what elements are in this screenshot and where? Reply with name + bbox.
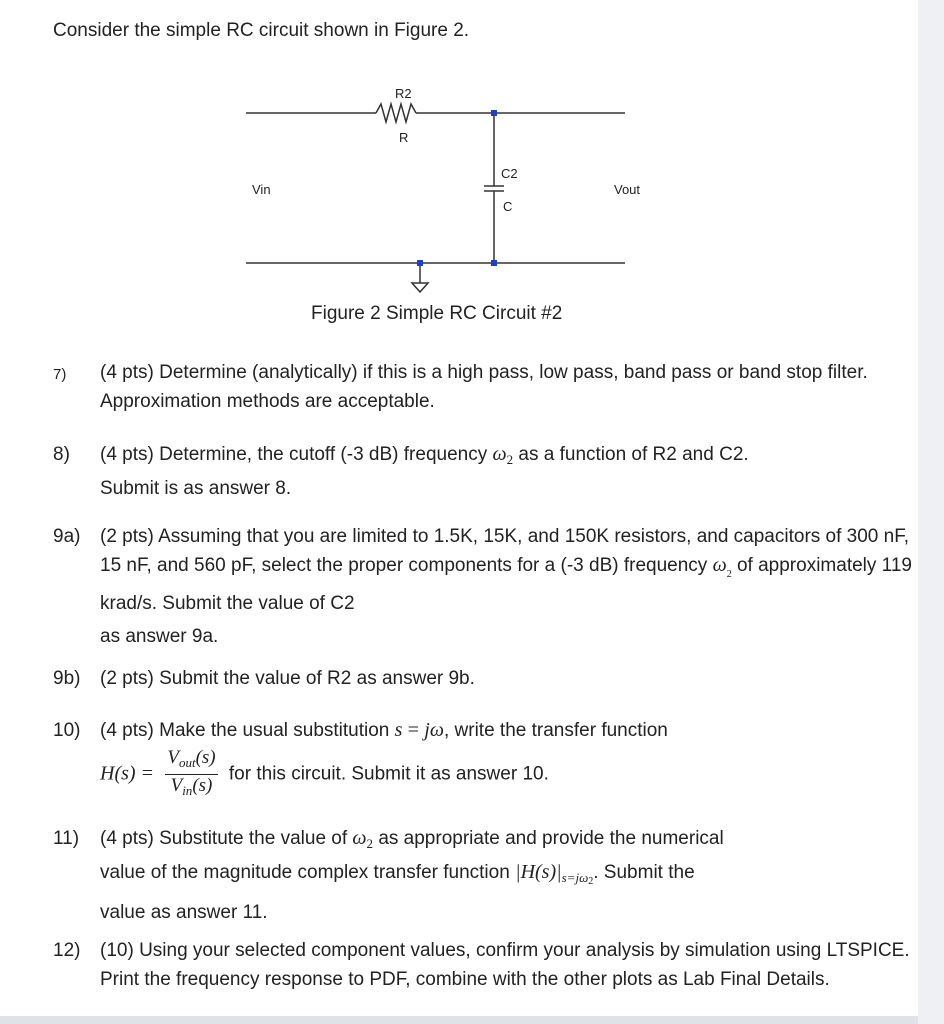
question-number: 9b) <box>53 668 81 689</box>
node-ground <box>417 260 423 266</box>
intro-text: Consider the simple RC circuit shown in Figure 2. <box>53 20 470 41</box>
transfer-function-fraction: $\frac{V_{out}(s)}{V_{in}(s)}$ <box>167 747 216 798</box>
substitution-rhs: jω <box>424 719 444 741</box>
node-bottom <box>491 260 497 266</box>
question-text-tail: for this circuit. Submit it as answer 10. <box>228 763 549 785</box>
question-number: 10) <box>53 720 81 741</box>
window-bottom-edge <box>0 1016 918 1024</box>
substitution-lhs: s <box>394 719 403 741</box>
question-text: (10) Using your selected component values, confirm your analysis by simulation using LTSPICE. Print the frequency response to PDF, combine with the other plots as Lab Final Details. <box>100 940 910 990</box>
question-text: (2 pts) Submit the value of R2 as answer 9b. <box>100 668 475 689</box>
node-top <box>491 110 497 116</box>
resistor-r2 <box>376 104 416 122</box>
omega-symbol: $\omega_2$ <box>492 443 514 467</box>
resistor-name: R2 <box>395 86 412 101</box>
question-number: 7) <box>53 366 67 383</box>
question-11: 11) (4 pts) Substitute the value of $\omega_2$ as appropriate and provide the numerical value of the magnitude complex transfer function $|H(s)|_{s=j\omega 2}$. Submit the value as answer 11. <box>53 824 913 927</box>
transfer-function-lhs: H(s) = <box>100 762 155 785</box>
omega-symbol: $\omega_2$ <box>712 554 732 580</box>
question-text-last: as answer 9a. <box>100 626 219 647</box>
rc-circuit-schematic <box>0 0 944 300</box>
question-text-line2: Submit is as answer 8. <box>100 478 292 499</box>
magnitude-expression: $|H(s)|_{s=j\omega 2}$ <box>515 861 594 887</box>
question-text: (2 pts) Assuming that you are limited to 1.5K, 15K, and 150K resistors, and capacitors of 300 nF, 15 nF, and 560 pF, select the proper components for a (-3 dB) frequency <box>100 526 909 576</box>
question-9b <box>53 664 913 693</box>
question-8: 8) (4 pts) Determine, the cutoff (-3 dB) frequency $\omega_2$ as a function of R2 and C2. Submit is as answer 8. <box>53 440 913 503</box>
question-text: (4 pts) Determine (analytically) if this is a high pass, low pass, band pass or band stop filter. Approximation methods are acceptable. <box>100 362 868 412</box>
question-text-last: value as answer 11. <box>100 902 268 923</box>
question-10: 10) (4 pts) Make the usual substitution s = jω, write the transfer function H(s) = $\frac{V_{out}(s)}{V_{in}(s)}$ for this circuit. Submit it as answer 10. <box>53 716 913 802</box>
question-number: 11) <box>53 828 80 849</box>
question-9a: 9a) (2 pts) Assuming that you are limited to 1.5K, 15K, and 150K resistors, and capacitors of 300 nF, 15 nF, and 560 pF, select the proper components for a (-3 dB) frequency $\omega_2$ of approximately 119 krad/s. Submit the value of C2 as answer 9a. <box>53 522 913 651</box>
question-text: (4 pts) Make the usual substitution <box>100 720 390 741</box>
question-number: 9a) <box>53 526 81 547</box>
ground-symbol <box>412 283 428 292</box>
transfer-function-line <box>100 747 913 802</box>
vout-label: Vout <box>614 182 641 197</box>
capacitor-value: C <box>503 199 513 214</box>
resistor-value: R <box>399 130 409 145</box>
vin-label: Vin <box>252 182 271 197</box>
question-7 <box>53 358 913 416</box>
omega-symbol: $\omega_2$ <box>352 827 374 851</box>
question-12 <box>53 936 913 994</box>
question-number: 8) <box>53 444 70 465</box>
capacitor-name: C2 <box>501 166 518 181</box>
question-text: (4 pts) Substitute the value of <box>100 828 348 849</box>
figure-caption: Figure 2 Simple RC Circuit #2 <box>311 303 563 324</box>
question-text: (4 pts) Determine, the cutoff (-3 dB) frequency <box>100 444 488 465</box>
question-number: 12) <box>53 940 81 961</box>
